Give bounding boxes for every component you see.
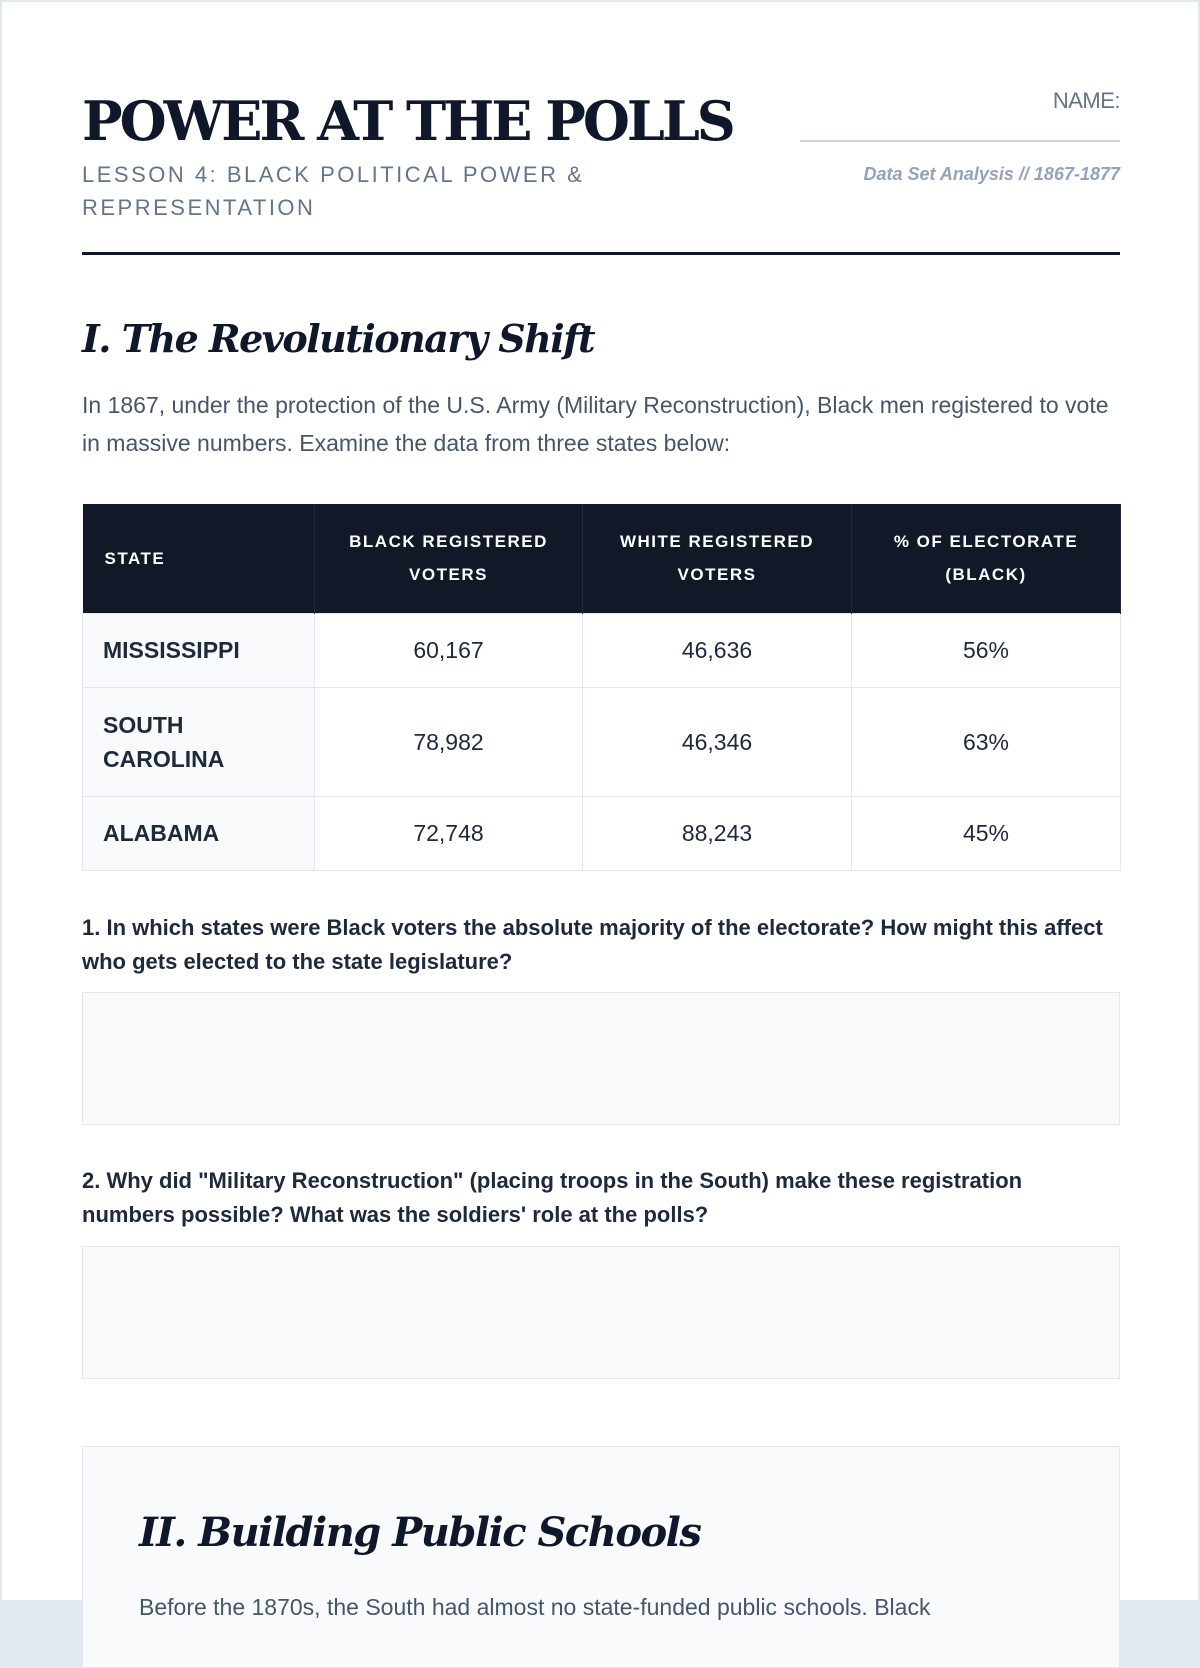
state-cell: MISSISSIPPI [83,613,315,687]
percent-cell: 56% [852,613,1121,687]
table-row [83,796,1121,870]
percent-cell: 63% [852,687,1121,796]
percent-cell: 45% [852,796,1121,870]
column-header-electorate-percent: % OF ELECTORATE (BLACK) [852,504,1121,613]
worksheet-header [82,86,1120,255]
state-cell: ALABAMA [83,796,315,870]
section-1-title: I. The Revolutionary Shift [82,316,595,361]
lesson-subtitle: LESSON 4: BLACK POLITICAL POWER & REPRESENTATION [82,162,585,220]
section-1-intro: In 1867, under the protection of the U.S. Army (Military Reconstruction), Black men registered to vote in massive numbers. Examine the data from three states below: [82,392,1109,456]
section-2-title: II. Building Public Schools [139,1509,701,1556]
state-cell: SOUTH CAROLINA [83,687,315,796]
page-title: POWER AT THE POLLS [82,89,733,153]
white-voters-cell: 88,243 [583,796,852,870]
table-header-row [83,504,1121,613]
voter-registration-table [82,504,1121,871]
question-1: 1. In which states were Black voters the absolute majority of the electorate? How might this affect who gets elected to the state legislature? [82,915,1103,974]
table-row [83,687,1121,796]
column-header-white-voters: WHITE REGISTERED VOTERS [583,504,852,613]
answer-box-2[interactable] [82,1246,1120,1379]
table-row [83,613,1121,687]
answer-box-1[interactable] [82,992,1120,1125]
data-set-caption: Data Set Analysis // 1867-1877 [863,164,1120,184]
worksheet-page [2,2,1198,1620]
column-header-state: STATE [83,504,315,613]
white-voters-cell: 46,636 [583,613,852,687]
section-2-card [82,1446,1120,1668]
white-voters-cell: 46,346 [583,687,852,796]
name-input-line[interactable] [800,140,1120,142]
question-2: 2. Why did "Military Reconstruction" (placing troops in the South) make these registration numbers possible? What was the soldiers' role at the polls? [82,1168,1023,1227]
name-label: NAME: [1052,88,1120,113]
section-2-intro: Before the 1870s, the South had almost no state-funded public schools. Black [139,1594,931,1620]
column-header-black-voters: BLACK REGISTERED VOTERS [315,504,583,613]
black-voters-cell: 60,167 [315,613,583,687]
black-voters-cell: 78,982 [315,687,583,796]
black-voters-cell: 72,748 [315,796,583,870]
